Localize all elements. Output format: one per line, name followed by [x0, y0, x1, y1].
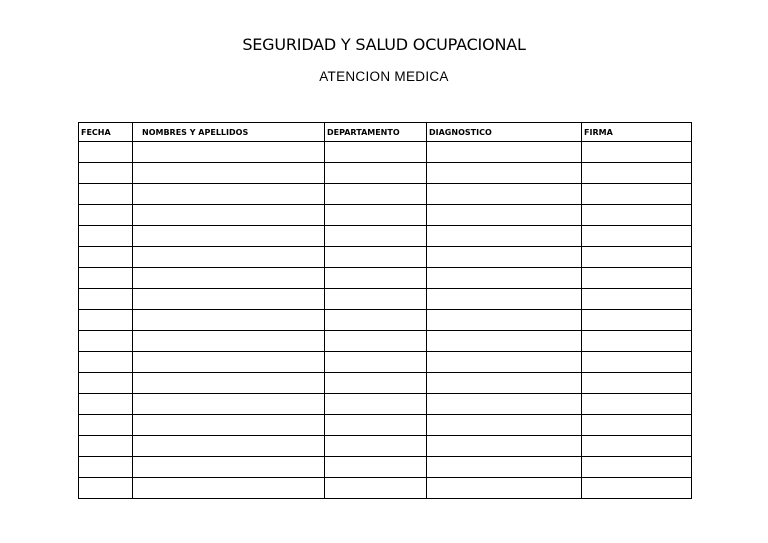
- cell-departamento[interactable]: [325, 436, 427, 457]
- cell-nombres[interactable]: [133, 331, 325, 352]
- cell-departamento[interactable]: [325, 163, 427, 184]
- cell-nombres[interactable]: [133, 436, 325, 457]
- cell-diagnostico[interactable]: [427, 331, 582, 352]
- cell-diagnostico[interactable]: [427, 142, 582, 163]
- column-header-departamento: DEPARTAMENTO: [325, 123, 427, 142]
- cell-firma[interactable]: [582, 247, 692, 268]
- cell-fecha[interactable]: [79, 268, 133, 289]
- cell-fecha[interactable]: [79, 373, 133, 394]
- cell-departamento[interactable]: [325, 394, 427, 415]
- cell-firma[interactable]: [582, 415, 692, 436]
- cell-firma[interactable]: [582, 457, 692, 478]
- table-row: [79, 373, 692, 394]
- cell-diagnostico[interactable]: [427, 205, 582, 226]
- cell-departamento[interactable]: [325, 268, 427, 289]
- table-row: [79, 226, 692, 247]
- cell-diagnostico[interactable]: [427, 415, 582, 436]
- cell-fecha[interactable]: [79, 247, 133, 268]
- cell-firma[interactable]: [582, 352, 692, 373]
- document-title: SEGURIDAD Y SALUD OCUPACIONAL: [242, 35, 526, 54]
- cell-diagnostico[interactable]: [427, 394, 582, 415]
- cell-diagnostico[interactable]: [427, 478, 582, 499]
- table-row: [79, 415, 692, 436]
- table-header-row: [79, 123, 692, 142]
- cell-fecha[interactable]: [79, 394, 133, 415]
- cell-firma[interactable]: [582, 436, 692, 457]
- cell-departamento[interactable]: [325, 289, 427, 310]
- cell-nombres[interactable]: [133, 289, 325, 310]
- cell-nombres[interactable]: [133, 310, 325, 331]
- cell-firma[interactable]: [582, 184, 692, 205]
- cell-firma[interactable]: [582, 373, 692, 394]
- cell-fecha[interactable]: [79, 226, 133, 247]
- cell-nombres[interactable]: [133, 373, 325, 394]
- cell-firma[interactable]: [582, 226, 692, 247]
- cell-nombres[interactable]: [133, 478, 325, 499]
- cell-nombres[interactable]: [133, 226, 325, 247]
- cell-departamento[interactable]: [325, 247, 427, 268]
- cell-fecha[interactable]: [79, 205, 133, 226]
- cell-nombres[interactable]: [133, 394, 325, 415]
- table-body: [79, 142, 692, 499]
- cell-diagnostico[interactable]: [427, 310, 582, 331]
- table-row: [79, 478, 692, 499]
- column-header-fecha: FECHA: [79, 123, 133, 142]
- table-row: [79, 268, 692, 289]
- cell-firma[interactable]: [582, 268, 692, 289]
- table-row: [79, 394, 692, 415]
- table-row: [79, 247, 692, 268]
- cell-firma[interactable]: [582, 331, 692, 352]
- cell-fecha[interactable]: [79, 289, 133, 310]
- cell-departamento[interactable]: [325, 373, 427, 394]
- cell-nombres[interactable]: [133, 142, 325, 163]
- cell-departamento[interactable]: [325, 415, 427, 436]
- cell-departamento[interactable]: [325, 478, 427, 499]
- cell-fecha[interactable]: [79, 331, 133, 352]
- cell-firma[interactable]: [582, 163, 692, 184]
- cell-departamento[interactable]: [325, 457, 427, 478]
- cell-departamento[interactable]: [325, 205, 427, 226]
- table-row: [79, 163, 692, 184]
- table-row: [79, 457, 692, 478]
- cell-diagnostico[interactable]: [427, 352, 582, 373]
- cell-fecha[interactable]: [79, 142, 133, 163]
- cell-departamento[interactable]: [325, 184, 427, 205]
- table-row: [79, 184, 692, 205]
- table-row: [79, 352, 692, 373]
- cell-fecha[interactable]: [79, 436, 133, 457]
- cell-nombres[interactable]: [133, 184, 325, 205]
- column-header-diagnostico: DIAGNOSTICO: [427, 123, 582, 142]
- cell-nombres[interactable]: [133, 205, 325, 226]
- cell-diagnostico[interactable]: [427, 457, 582, 478]
- cell-diagnostico[interactable]: [427, 247, 582, 268]
- cell-diagnostico[interactable]: [427, 436, 582, 457]
- cell-nombres[interactable]: [133, 247, 325, 268]
- cell-fecha[interactable]: [79, 184, 133, 205]
- cell-fecha[interactable]: [79, 457, 133, 478]
- cell-nombres[interactable]: [133, 457, 325, 478]
- cell-diagnostico[interactable]: [427, 268, 582, 289]
- table-row: [79, 436, 692, 457]
- cell-diagnostico[interactable]: [427, 373, 582, 394]
- cell-diagnostico[interactable]: [427, 163, 582, 184]
- cell-departamento[interactable]: [325, 331, 427, 352]
- cell-diagnostico[interactable]: [427, 184, 582, 205]
- cell-diagnostico[interactable]: [427, 289, 582, 310]
- cell-fecha[interactable]: [79, 478, 133, 499]
- cell-departamento[interactable]: [325, 142, 427, 163]
- cell-fecha[interactable]: [79, 415, 133, 436]
- cell-diagnostico[interactable]: [427, 226, 582, 247]
- table-row: [79, 310, 692, 331]
- table-row: [79, 205, 692, 226]
- cell-departamento[interactable]: [325, 310, 427, 331]
- document-subtitle: ATENCION MEDICA: [319, 69, 449, 84]
- cell-fecha[interactable]: [79, 163, 133, 184]
- cell-nombres[interactable]: [133, 415, 325, 436]
- cell-fecha[interactable]: [79, 310, 133, 331]
- cell-firma[interactable]: [582, 310, 692, 331]
- cell-firma[interactable]: [582, 142, 692, 163]
- attention-log-table: [78, 122, 692, 499]
- cell-firma[interactable]: [582, 289, 692, 310]
- cell-fecha[interactable]: [79, 352, 133, 373]
- table-row: [79, 289, 692, 310]
- column-header-nombres: NOMBRES Y APELLIDOS: [133, 123, 325, 142]
- cell-nombres[interactable]: [133, 268, 325, 289]
- column-header-firma: FIRMA: [582, 123, 692, 142]
- cell-departamento[interactable]: [325, 352, 427, 373]
- cell-nombres[interactable]: [133, 163, 325, 184]
- cell-departamento[interactable]: [325, 226, 427, 247]
- table-row: [79, 331, 692, 352]
- table-row: [79, 142, 692, 163]
- cell-firma[interactable]: [582, 478, 692, 499]
- cell-firma[interactable]: [582, 394, 692, 415]
- cell-nombres[interactable]: [133, 352, 325, 373]
- cell-firma[interactable]: [582, 205, 692, 226]
